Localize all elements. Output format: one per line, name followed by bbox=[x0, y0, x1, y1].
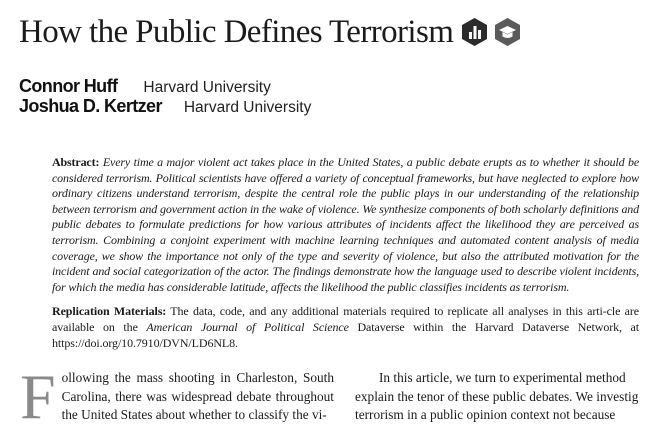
body-line: terrorism in a public opinion context not because bbox=[355, 407, 616, 423]
body-columns bbox=[0, 361, 648, 432]
replication-text-before: The data, code, and any additional materials required to replicate all analyses in this arti-cle are available on the bbox=[52, 304, 639, 334]
graduation-cap-icon bbox=[494, 17, 521, 47]
author-name[interactable]: Joshua D. Kertzer bbox=[19, 96, 162, 116]
body-line: In this article, we turn to experimental method bbox=[379, 370, 626, 386]
author-name[interactable]: Connor Huff bbox=[19, 76, 118, 96]
open-data-badge[interactable] bbox=[461, 17, 488, 47]
journal-name: American Journal of Political Science bbox=[146, 319, 349, 334]
replication-materials bbox=[52, 304, 639, 351]
author-entry bbox=[19, 76, 648, 96]
drop-cap: F bbox=[20, 361, 56, 432]
bar-chart-icon bbox=[461, 17, 488, 47]
body-left-column bbox=[20, 361, 334, 432]
author-affiliation: Harvard University bbox=[143, 79, 271, 96]
abstract-text: Every time a major violent act takes place in the United States, a public debate erupts as to whether it should be considered terrorism. Political scientists have offered a variety of conceptual frameworks, but have neglected to explore how ordinary citizens understand terrorism, despite the central role the public plays in our understanding of the relationship between terrorism and government action in the wake of violence. We synthesize components of both scholarly definitions and public debates to formulate predictions for how various attributes of incidents affect the likelihood they are perceived as terrorism. Combining a conjoint experiment with machine learning techniques and automated content analysis of media coverage, we show the importance not only of the type and severity of violence, but also the attributed motivation for the incident and social categorization of the actor. The findings demonstrate how the language used to describe violent incidents, for which the media has considerable latitude, affects the likelihood the public classifies incidents as terrorism. bbox=[52, 155, 639, 294]
author-list bbox=[19, 76, 648, 116]
open-materials-badge[interactable] bbox=[494, 17, 521, 47]
title-row bbox=[19, 10, 648, 54]
body-paragraph: ollowing the mass shooting in Charleston, South Carolina, there was widespread debate throughout the United States about whether to classify the vi- bbox=[61, 370, 334, 423]
article-title: How the Public Defines Terrorism bbox=[19, 14, 454, 50]
replication-label: Replication Materials: bbox=[52, 304, 167, 319]
body-right-column bbox=[355, 369, 648, 425]
replication-text-after[interactable]: Dataverse within the Harvard Dataverse Network, at https://doi.org/10.7910/DVN/LD6NL8. bbox=[52, 319, 639, 350]
author-entry bbox=[19, 96, 648, 116]
author-affiliation: Harvard University bbox=[183, 99, 312, 116]
body-line: explain the tenor of these public debates. We investig bbox=[355, 388, 639, 404]
abstract-label: Abstract: bbox=[52, 155, 100, 169]
abstract bbox=[52, 155, 639, 295]
